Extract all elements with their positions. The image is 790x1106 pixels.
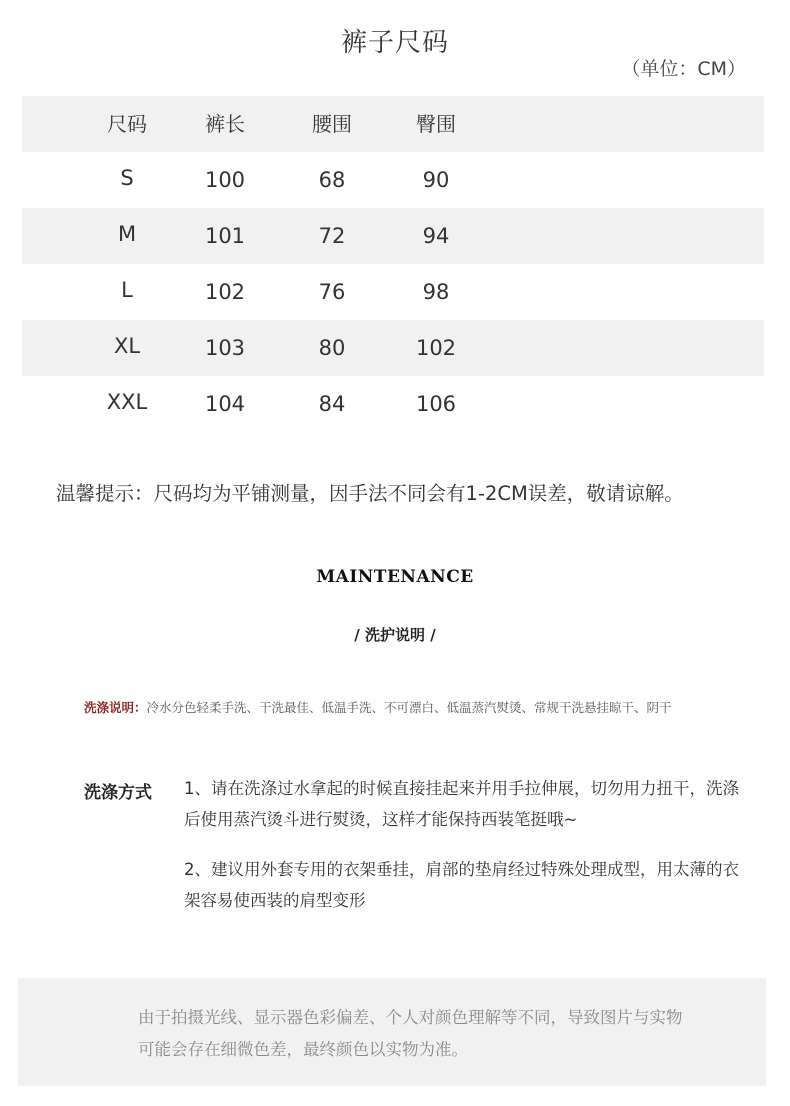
- table-row: [22, 376, 764, 432]
- size-cell: L: [121, 278, 133, 302]
- length-cell: 102: [204, 280, 246, 304]
- table-row: [22, 264, 764, 320]
- length-cell: 101: [204, 224, 246, 248]
- size-cell: XXL: [106, 390, 148, 414]
- size-table: [22, 96, 764, 432]
- header-size: 尺码: [107, 112, 147, 136]
- waist-cell: 84: [318, 392, 346, 416]
- waist-cell: 72: [318, 224, 346, 248]
- wash-method-item: 2、建议用外套专用的衣架垂挂，肩部的垫肩经过特殊处理成型，用太薄的衣架容易使西装的肩型变形: [184, 860, 739, 910]
- page-title: 裤子尺码: [340, 28, 449, 58]
- table-row: [22, 152, 764, 208]
- header-hip: 臀围: [416, 112, 456, 136]
- length-cell: 103: [204, 336, 246, 360]
- table-row: [22, 320, 764, 376]
- size-cell: S: [120, 166, 134, 190]
- hip-cell: 102: [415, 336, 457, 360]
- maintenance-heading: MAINTENANCE: [316, 567, 474, 587]
- header-length: 裤长: [205, 112, 245, 136]
- hip-cell: 106: [415, 392, 457, 416]
- size-cell: XL: [113, 334, 141, 358]
- length-cell: 104: [204, 392, 246, 416]
- unit-label: （单位：CM）: [621, 58, 746, 80]
- header-waist: 腰围: [312, 112, 352, 136]
- wash-method-label: 洗涤方式: [84, 783, 152, 803]
- disclaimer-box: [18, 978, 766, 1086]
- wash-note-text: 冷水分色轻柔手洗、干洗最佳、低温手洗、不可漂白、低温蒸汽熨烫、常规干洗悬挂晾干、阴干: [146, 700, 672, 715]
- color-disclaimer: 由于拍摄光线、显示器色彩偏差、个人对颜色理解等不同，导致图片与实物可能会存在细微色差，最终颜色以实物为准。: [138, 1008, 683, 1059]
- waist-cell: 80: [318, 336, 346, 360]
- waist-cell: 76: [318, 280, 346, 304]
- table-header-row: [22, 96, 764, 152]
- hip-cell: 98: [422, 280, 450, 304]
- wash-method-item: 1、请在洗涤过水拿起的时候直接挂起来并用手拉伸展，切勿用力扭干，洗涤后使用蒸汽烫斗进行熨烫，这样才能保持西装笔挺哦~: [184, 779, 739, 829]
- length-cell: 100: [204, 168, 246, 192]
- waist-cell: 68: [318, 168, 346, 192]
- wash-note-label: 洗涤说明：: [84, 700, 147, 715]
- table-row: [22, 208, 764, 264]
- size-cell: M: [117, 222, 137, 246]
- measurement-tip: 温馨提示：尺码均为平铺测量，因手法不同会有1-2CM误差，敬请谅解。: [56, 482, 684, 505]
- wash-note: [84, 696, 684, 720]
- care-subheading: / 洗护说明 /: [354, 626, 436, 644]
- hip-cell: 94: [422, 224, 450, 248]
- hip-cell: 90: [422, 168, 450, 192]
